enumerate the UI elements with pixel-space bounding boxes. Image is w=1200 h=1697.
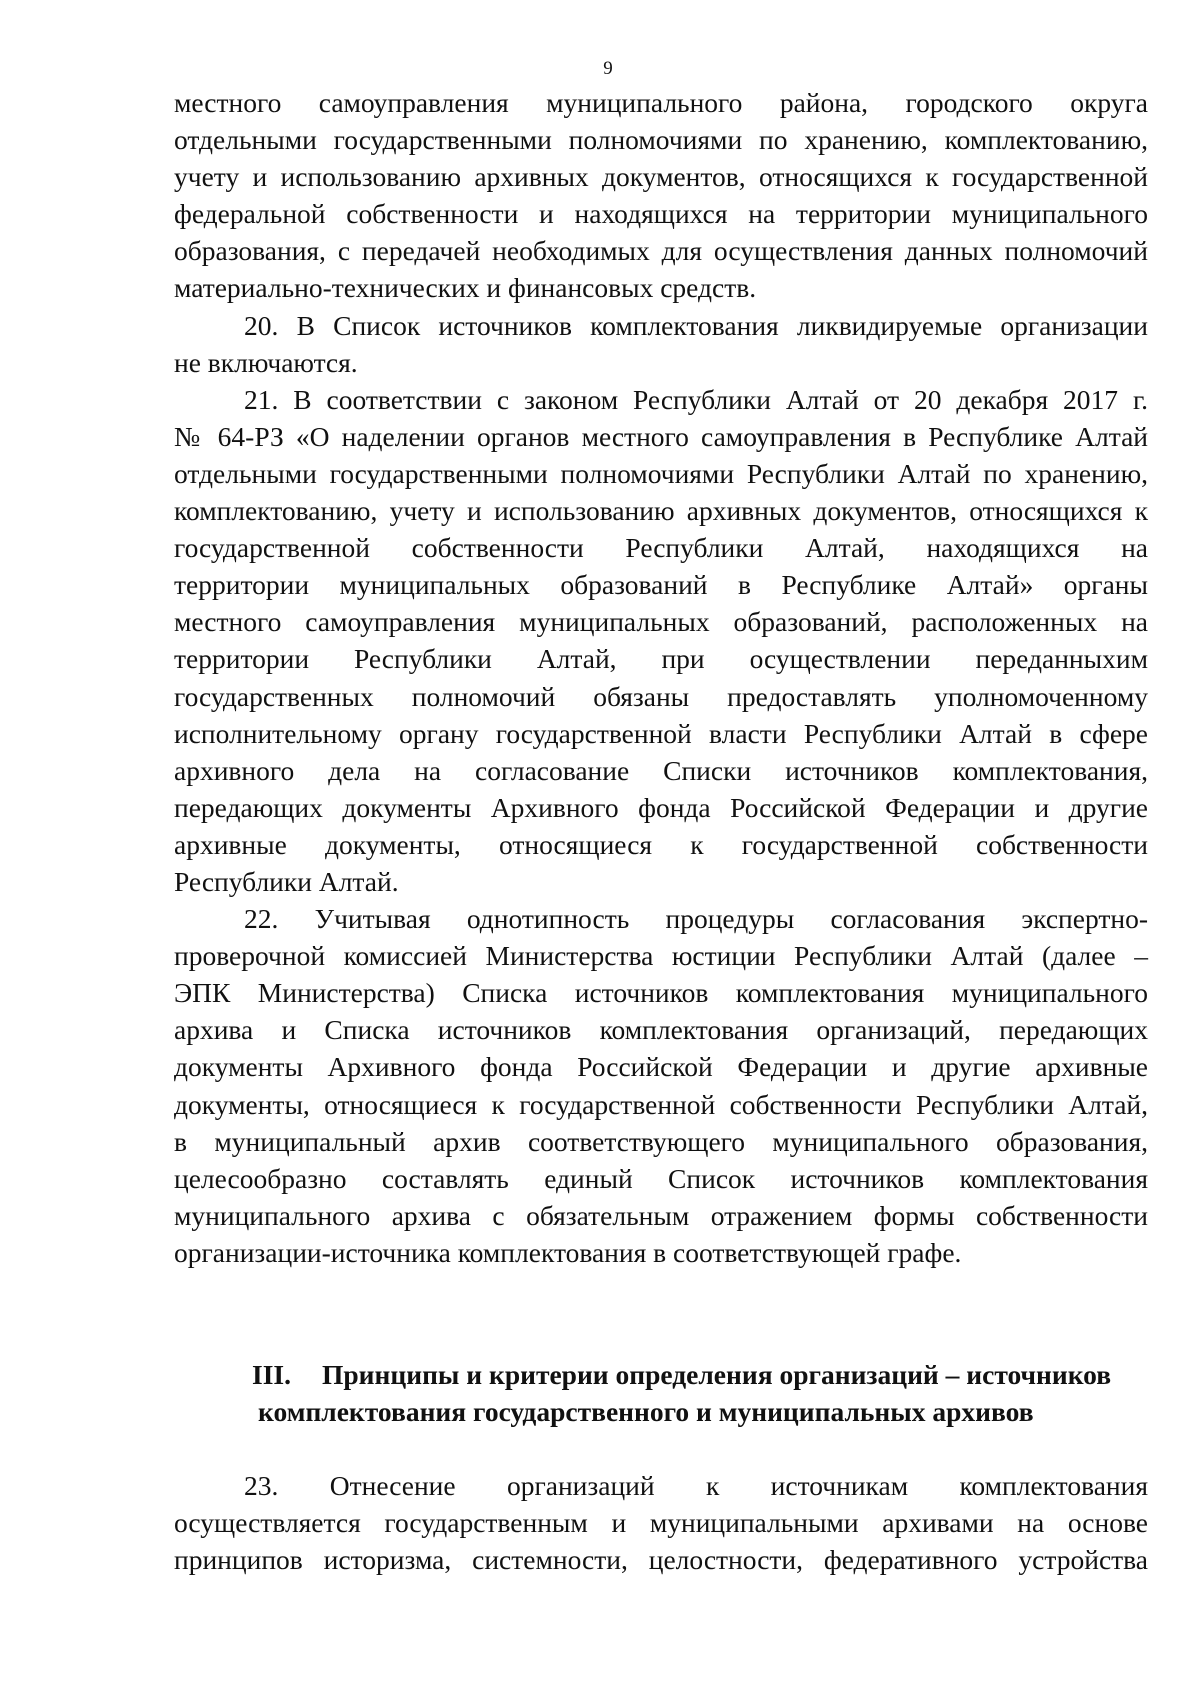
paragraph-21-line: комплектованию, учету и использованию архивных документов, относящихся к: [174, 495, 1148, 527]
paragraph-22-line: документы, относящиеся к государственной собственности Республики Алтай,: [174, 1088, 1148, 1120]
paragraph-21-line: местного самоуправления муниципальных образований, расположенных на: [174, 606, 1148, 638]
paragraph-20-line: не включаются.: [174, 346, 358, 378]
section-heading-line-1: [174, 1356, 1148, 1393]
paragraph-21-line: 21. В соответствии с законом Республики Алтай от 20 декабря 2017 г.: [244, 383, 1148, 415]
paragraph-21-line: архивного дела на согласование Списки источников комплектования,: [174, 754, 1148, 786]
body-text-top: [174, 84, 1148, 1271]
text-line: материально-технических и финансовых средств.: [174, 272, 757, 304]
paragraph-22-line: архива и Списка источников комплектования организаций, передающих: [174, 1014, 1148, 1046]
paragraph-22-line: проверочной комиссией Министерства юстиции Республики Алтай (далее –: [174, 940, 1148, 972]
text-line: отдельными государственными полномочиями по хранению, комплектованию,: [174, 124, 1148, 156]
paragraph-21-line: государственной собственности Республики Алтай, находящихся на: [174, 532, 1148, 564]
page-number: 9: [603, 58, 613, 79]
paragraph-22-line: организации-источника комплектования в соответствующей графе.: [174, 1236, 962, 1268]
paragraph-23-line: принципов историзма, системности, целостности, федеративного устройства: [174, 1544, 1148, 1576]
paragraph-21-line: территории муниципальных образований в Республике Алтай» органы: [174, 569, 1148, 601]
paragraph-21-line: Республики Алтай.: [174, 865, 399, 897]
paragraph-21-line: исполнительному органу государственной власти Республики Алтай в сфере: [174, 717, 1148, 749]
paragraph-21-line: № 64-РЗ «О наделении органов местного самоуправления в Республике Алтай: [174, 420, 1148, 452]
paragraph-21-line: территории Республики Алтай, при осуществлении переданныхим: [174, 643, 1148, 675]
text-line: учету и использованию архивных документов, относящихся к государственной: [174, 161, 1148, 193]
paragraph-22-line: 22. Учитывая однотипность процедуры согласования экспертно-: [244, 903, 1148, 935]
paragraph-22-line: целесообразно составлять единый Список источников комплектования: [174, 1162, 1148, 1194]
text-line: образования, с передачей необходимых для осуществления данных полномочий: [174, 235, 1148, 267]
paragraph-23-line: осуществляется государственным и муниципальными архивами на основе: [174, 1507, 1148, 1539]
paragraph-22-line: в муниципальный архив соответствующего муниципального образования,: [174, 1125, 1148, 1157]
section-heading: [174, 1356, 1148, 1430]
paragraph-23-line: 23. Отнесение организаций к источникам комплектования: [244, 1470, 1148, 1501]
paragraph-22-line: ЭПК Министерства) Списка источников комплектования муниципального: [174, 977, 1148, 1009]
paragraph-22-line: муниципального архива с обязательным отражением формы собственности: [174, 1199, 1148, 1231]
paragraph-21-line: архивные документы, относящиеся к государственной собственности: [174, 828, 1148, 860]
section-title-line-2: комплектования государственного и муниципальных архивов: [258, 1396, 1034, 1427]
body-text-bottom: [174, 1467, 1148, 1578]
paragraph-22-line: документы Архивного фонда Российской Федерации и другие архивные: [174, 1051, 1148, 1083]
text-line: федеральной собственности и находящихся на территории муниципального: [174, 198, 1148, 230]
paragraph-20-line: 20. В Список источников комплектования ликвидируемые организации: [244, 309, 1148, 341]
paragraph-21-line: государственных полномочий обязаны предоставлять уполномоченному: [174, 680, 1148, 712]
paragraph-21-line: передающих документы Архивного фонда Российской Федерации и другие: [174, 791, 1148, 823]
section-title-line-1: Принципы и критерии определения организаций – источников: [322, 1359, 1112, 1390]
paragraph-21-line: отдельными государственными полномочиями Республики Алтай по хранению,: [174, 457, 1148, 489]
text-line: местного самоуправления муниципального района, городского округа: [174, 87, 1148, 118]
section-number: III.: [252, 1359, 291, 1390]
